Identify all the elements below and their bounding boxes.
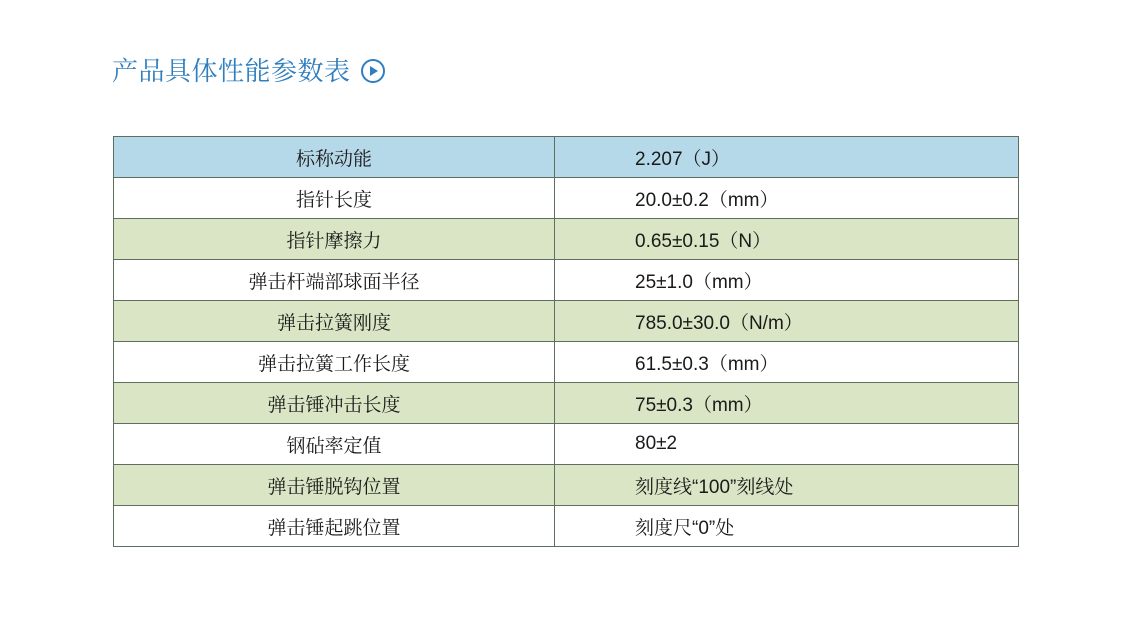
table-row [114,137,1019,178]
parameter-name: 弹击锤冲击长度 [114,383,555,424]
parameter-value: 刻度尺“0”处 [555,506,1019,547]
parameter-value: 2.207（J） [555,137,1019,178]
table-row [114,424,1019,465]
parameter-name: 指针摩擦力 [114,219,555,260]
play-triangle-icon [370,66,378,76]
parameter-name: 钢砧率定值 [114,424,555,465]
parameter-name: 弹击锤脱钩位置 [114,465,555,506]
table-row [114,506,1019,547]
parameter-value: 25±1.0（mm） [555,260,1019,301]
parameter-name: 弹击拉簧刚度 [114,301,555,342]
table-row [114,219,1019,260]
table-row [114,301,1019,342]
parameter-value: 80±2 [555,424,1019,465]
table-row [114,465,1019,506]
page-title-text: 产品具体性能参数表 [112,56,351,86]
specification-table [113,136,1019,547]
parameter-value: 20.0±0.2（mm） [555,178,1019,219]
page-title [112,58,385,84]
play-circle-icon[interactable] [361,59,385,83]
parameter-value: 0.65±0.15（N） [555,219,1019,260]
table-row [114,178,1019,219]
parameter-name: 指针长度 [114,178,555,219]
parameter-name: 弹击锤起跳位置 [114,506,555,547]
table-row [114,383,1019,424]
parameter-value: 75±0.3（mm） [555,383,1019,424]
parameter-name: 弹击杆端部球面半径 [114,260,555,301]
table-body [114,137,1019,547]
parameter-name: 标称动能 [114,137,555,178]
parameter-name: 弹击拉簧工作长度 [114,342,555,383]
parameter-value: 785.0±30.0（N/m） [555,301,1019,342]
parameter-value: 61.5±0.3（mm） [555,342,1019,383]
parameter-value: 刻度线“100”刻线处 [555,465,1019,506]
table-row [114,260,1019,301]
table-row [114,342,1019,383]
